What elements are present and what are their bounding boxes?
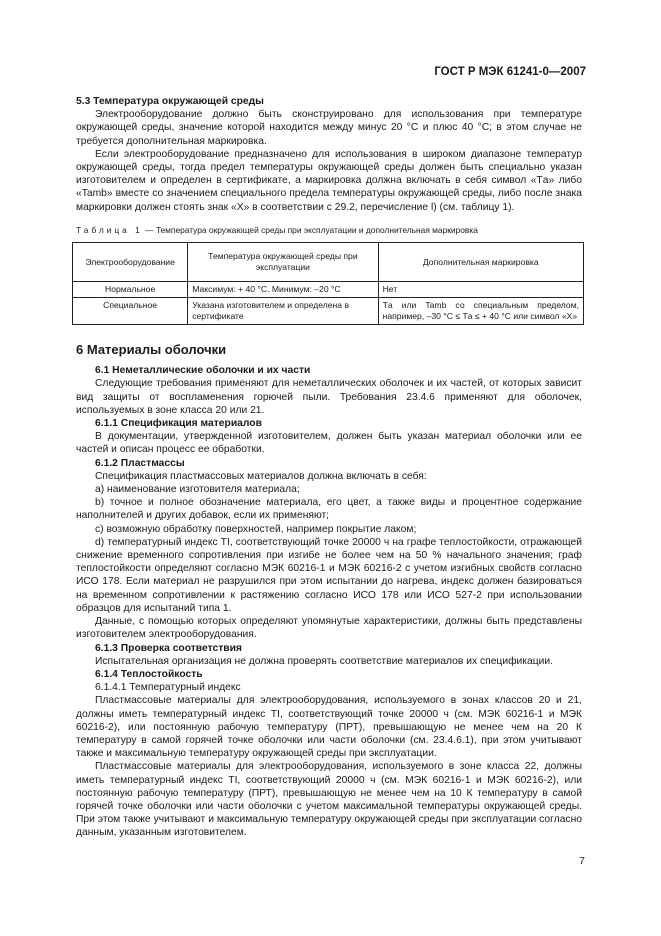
paragraph: Если электрооборудование предназначено для использования в широком диапазоне температур окружающей среды, тогда предел температуры окружающей среды должен быть специально указан изготовителем и определен в сертификате, а маркировка должна включать в себя символ «Tа» либо «Tamb» вместе со значением специального предела температуры окружающей среды, либо после знака маркировки должен стоять знак «X» в соответствии с 29.2, перечисление l) (см. таблицу 1). <box>76 148 582 213</box>
table-row <box>73 282 584 298</box>
paragraph: Следующие требования применяют для неметаллических оболочек и их частей, от которых зависит вид защиты от воспламенения горючей пыли. Требования 23.4.6 применяют для оболочек, используемых в зоне класса 20 или 21. <box>76 378 582 416</box>
paragraph: Пластмассовые материалы для электрооборудования, используемого в зонах классов 20 и 21, должны иметь температурный индекс TI, соответствующий точке 20000 ч (см. МЭК 60216-1 и МЭК 60216-2), или постоянную рабочую температуру (ПРТ), превышающую не менее чем на 20 К температуру в самой горячей точке оболочки или части оболочки (см. 23.4.6.1), при этом учитывают также и максимальную температуру окружающей среды при эксплуатации. <box>76 695 582 760</box>
paragraph: Испытательная организация не должна проверять соответствие материалов их спецификации. <box>95 655 554 667</box>
list-item: d) температурный индекс TI, соответствующий точке 20000 ч на графе теплостойкости, отражающей снижение временного сопротивления при изгибе не более чем на 50 % начального значения; граф теплостойкости определяют согласно МЭК 60216-1 и МЭК 60216-2 с учетом изгибных свойств согласно ИСО 178. Если материал не разрушился при этом испытании до нагрева, индекс должен базироваться на временном сопротивлении к растяжению согласно ИСО 178 или ИСО 527-2 при использовании образцов для испытаний типа 1. <box>76 536 582 614</box>
table-header-row <box>73 243 584 282</box>
list-item: a) наименование изготовителя материала; <box>95 484 300 496</box>
paragraph: В документации, утвержденной изготовителем, должен быть указан материал оболочки или ее частей и описан процесс ее обработки. <box>76 431 582 456</box>
section-6-1-3-title: 6.1.3 Проверка соответствия <box>95 642 242 654</box>
table-header-cell: Дополнительная маркировка <box>378 243 583 282</box>
table-cell: Нет <box>378 282 583 298</box>
section-6-title: 6 Материалы оболочки <box>76 342 227 358</box>
paragraph: Данные, с помощью которых определяют упомянутые характеристики, должны быть представлены изготовителем электрооборудования. <box>76 616 582 641</box>
table-header-cell: Электрооборудование <box>73 243 188 282</box>
paragraph: Электрооборудование должно быть сконструировано для использования при температуре окружающей среды, значение которой находится между минус 20 °С и плюс 40 °С; в этом случае не требуется дополнительная маркировка. <box>76 109 582 147</box>
ambient-temperature-table <box>72 242 584 325</box>
page-content <box>76 95 582 840</box>
table-cell: Tа или Tamb со специальным пределом, например, –30 °С ≤ Tа ≤ + 40 °С или символ «X» <box>378 298 583 325</box>
paragraph: Спецификация пластмассовых материалов должна включать в себя: <box>95 470 427 482</box>
section-6-1-1-title: 6.1.1 Спецификация материалов <box>95 418 262 430</box>
section-6-1-title: 6.1 Неметаллические оболочки и их части <box>95 365 311 377</box>
table-cell: Указана изготовителем и определена в сертификате <box>188 298 378 325</box>
table-cell: Специальное <box>73 298 188 325</box>
table-caption: Таблица 1 — Температура окружающей среды при эксплуатации и дополнительная маркировка <box>76 224 478 235</box>
section-6-1-4-title: 6.1.4 Теплостойкость <box>95 668 203 680</box>
table-cell: Максимум: + 40 °С. Минимум: –20 °С <box>188 282 378 298</box>
list-item: b) точное и полное обозначение материала, его цвет, а также виды и процентное содержание наполнителей и других добавок, если их применяют; <box>76 497 582 522</box>
paragraph: Пластмассовые материалы для электрооборудования, используемого в зоне класса 22, должны иметь температурный индекс TI, соответствующий 20000 ч (см. МЭК 60216-1 и МЭК 60216-2), или постоянную рабочую температуру (ПРТ), превышающую не менее чем на 10 К температуру в самой горячей точке оболочки или части оболочки с учетом максимальной температуры окружающей среды. При этом также учитывают и максимальную температуру окружающей среды при эксплуатации согласно данным, указанным изготовителем. <box>76 761 582 839</box>
table-cell: Нормальное <box>73 282 188 298</box>
list-item: c) возможную обработку поверхностей, например покрытие лаком; <box>95 523 417 535</box>
section-6-1-4-1-title: 6.1.4.1 Температурный индекс <box>95 682 241 694</box>
page-number: 7 <box>579 855 585 867</box>
section-6-1-2-title: 6.1.2 Пластмассы <box>95 457 185 469</box>
section-5-3-title: 5.3 Температура окружающей среды <box>76 96 264 107</box>
table-header-cell: Температура окружающей среды при эксплуатации <box>188 243 378 282</box>
table-row <box>73 298 584 325</box>
document-header: ГОСТ Р МЭК 61241-0—2007 <box>434 66 586 78</box>
